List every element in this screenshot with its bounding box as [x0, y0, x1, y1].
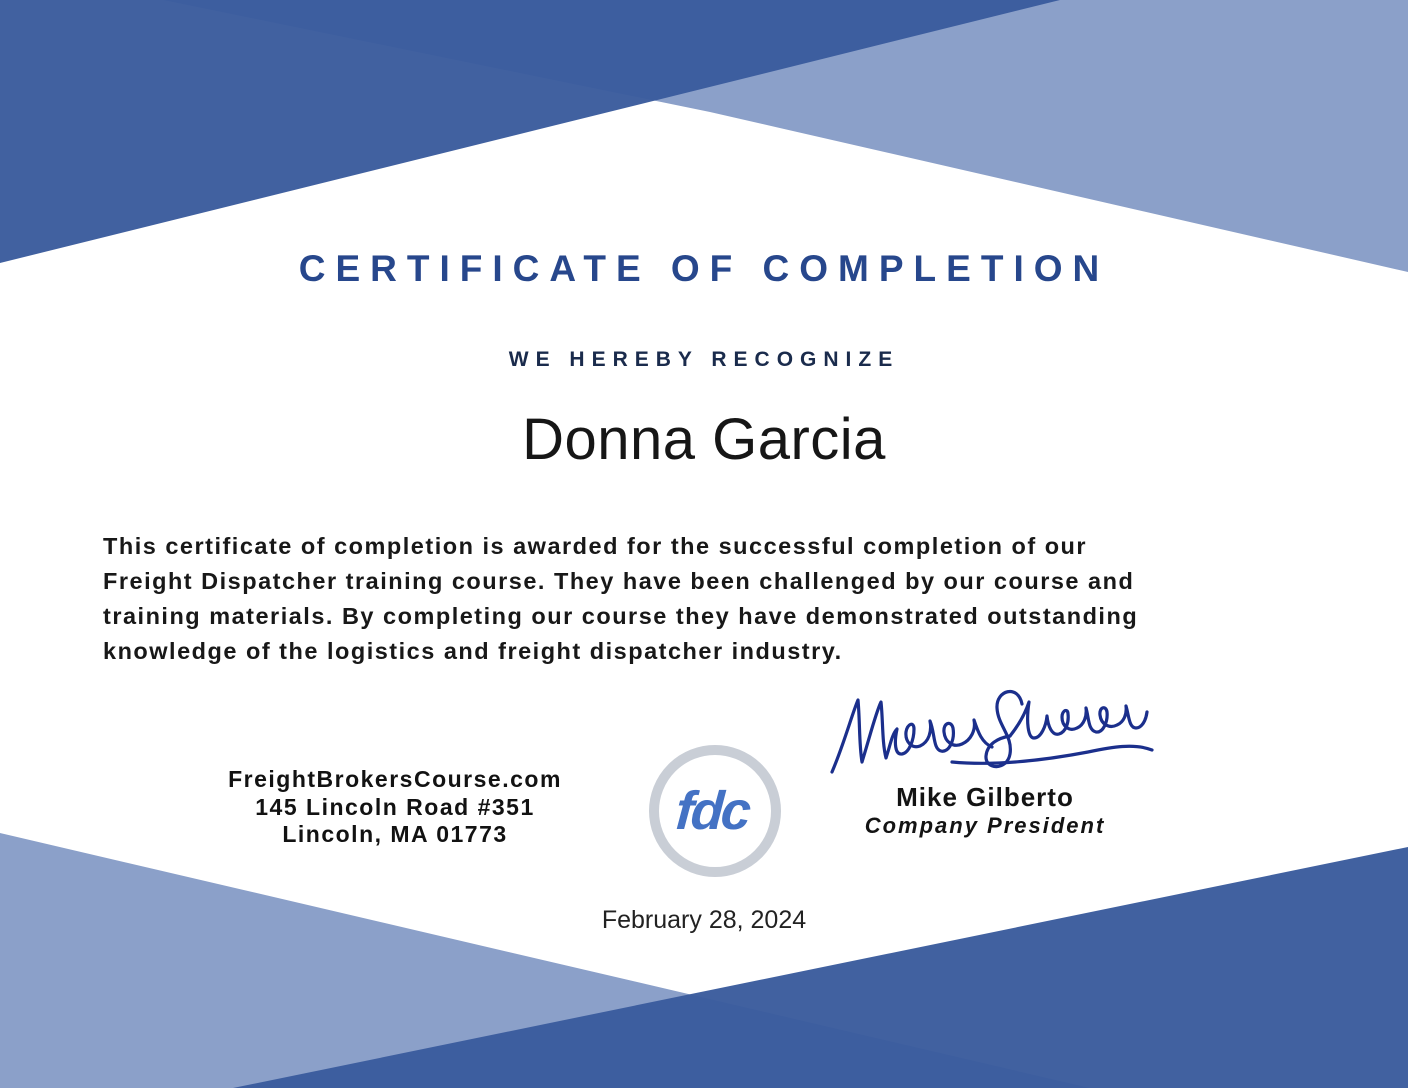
fdc-logo-text: fdc: [673, 781, 751, 841]
certificate-body: [103, 529, 1343, 669]
fdc-logo: [649, 745, 781, 877]
issuer-block: [130, 766, 660, 849]
issuer-address-line2: Lincoln, MA 01773: [282, 821, 508, 847]
signer-name: Mike Gilberto: [896, 782, 1074, 812]
issuer-address-line1: 145 Lincoln Road #351: [255, 793, 535, 820]
recognition-label: WE HEREBY RECOGNIZE: [508, 348, 900, 371]
body-line: This certificate of completion is awarded for the successful completion of our: [103, 533, 1088, 559]
body-line: training materials. By completing our course they have demonstrated outstanding: [103, 603, 1139, 629]
issue-date: February 28, 2024: [601, 906, 807, 934]
body-line: Freight Dispatcher training course. They have been challenged by our course and: [103, 568, 1135, 594]
issuer-website: FreightBrokersCourse.com: [228, 766, 562, 792]
body-line: knowledge of the logistics and freight dispatcher industry.: [103, 638, 843, 664]
recipient-name: Donna Garcia: [522, 407, 886, 472]
signature-image: [826, 670, 1158, 796]
signer-title: Company President: [864, 813, 1106, 838]
certificate-title: CERTIFICATE OF COMPLETION: [298, 248, 1110, 289]
